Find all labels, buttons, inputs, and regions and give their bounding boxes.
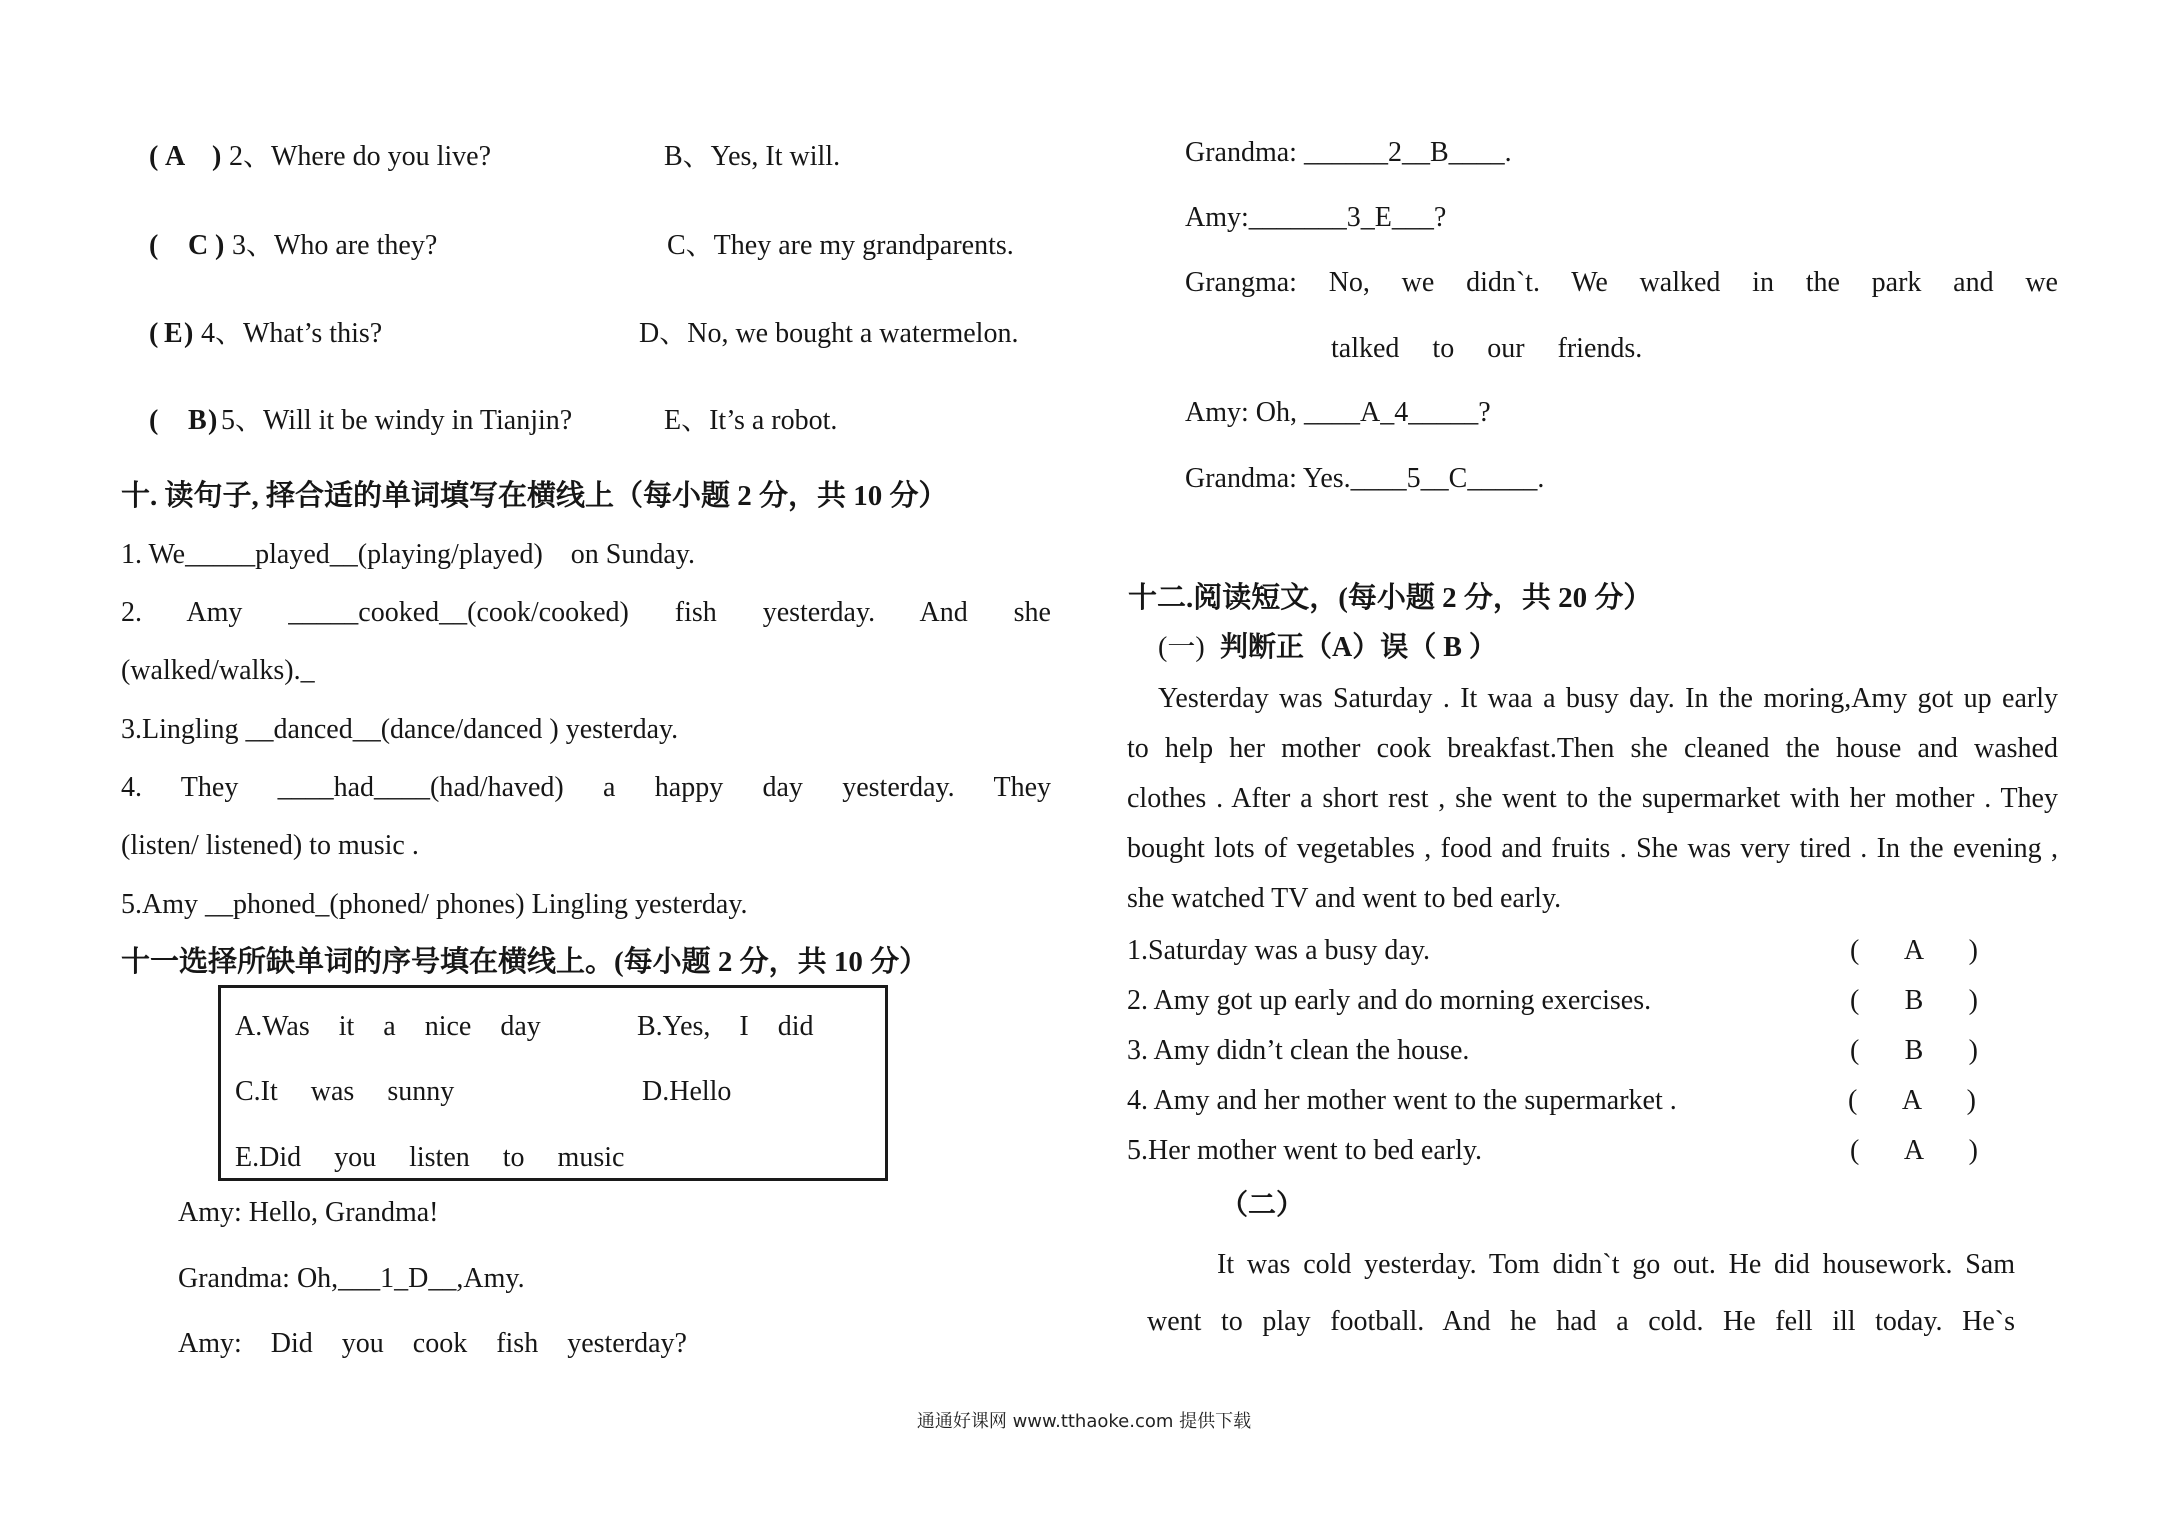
answer-letter: C <box>188 230 209 261</box>
passage-line: It was cold yesterday. Tom didn`t go out. He did housework. Sam <box>1217 1249 2015 1280</box>
matching-row <box>0 137 2168 177</box>
answer-paren-open: ( <box>149 141 159 172</box>
matching-option: C、They are my grandparents. <box>667 230 1014 261</box>
matching-question: 5、Will it be windy in Tianjin? <box>221 405 573 436</box>
matching-question: 4、What’s this? <box>201 318 383 349</box>
dialogue-line: Grangma: No, we didn`t. We walked in the park and we <box>1185 267 2058 298</box>
dialogue-line: Amy: Hello, Grandma! <box>178 1197 439 1228</box>
dialogue-line: Amy:_______3_E___? <box>1185 202 1447 233</box>
judge-question: 2. Amy got up early and do morning exercises. <box>1127 985 1652 1016</box>
matching-question: 2、Where do you live? <box>229 141 492 172</box>
answer-paren-close: ) <box>1966 1085 1976 1116</box>
part-1-instruction: 判断正（A）误（ B ） <box>1220 632 1497 663</box>
matching-option: D、No, we bought a watermelon. <box>639 318 1019 349</box>
answer-letter: A <box>165 141 186 172</box>
matching-option: E、It’s a robot. <box>664 405 838 436</box>
matching-question: 3、Who are they? <box>232 230 438 261</box>
section-10-heading: 十. 读句子, 择合适的单词填写在横线上（每小题 2 分，共 10 分） <box>121 480 948 512</box>
answer-letter: A <box>1901 1085 1923 1116</box>
fill-line: 2. Amy _____cooked__(cook/cooked) fish yesterday. And she <box>121 597 1051 628</box>
answer-letter: E <box>164 318 183 349</box>
answer-paren-close: ) <box>184 318 194 349</box>
answer-paren-close: ) <box>1968 1035 1978 1066</box>
judge-answer <box>1850 1031 1978 1071</box>
answer-paren-open: ( <box>149 405 159 436</box>
dialogue-line: talked to our friends. <box>1331 333 1643 364</box>
passage-line: she watched TV and went to bed early. <box>1127 883 1562 914</box>
answer-paren-open: ( <box>1848 1085 1858 1116</box>
options-box <box>218 985 888 1181</box>
answer-paren-open: ( <box>1850 985 1860 1016</box>
dialogue-line: Grandma: Yes.____5__C_____. <box>1185 463 1545 494</box>
fill-line: 3.Lingling __danced__(dance/danced ) yesterday. <box>121 714 679 745</box>
option-item: C.It was sunny <box>235 1076 455 1107</box>
answer-paren-close: ) <box>1968 1135 1978 1166</box>
passage-line: bought lots of vegetables , food and fruits . She was very tired . In the evening , <box>1127 833 2058 864</box>
answer-paren-open: ( <box>1850 935 1860 966</box>
dialogue-line: Amy: Did you cook fish yesterday? <box>178 1328 687 1359</box>
answer-letter: B <box>1904 1035 1924 1066</box>
answer-paren-close: ) <box>212 141 222 172</box>
part-2-label: （二） <box>1220 1190 1305 1221</box>
judge-question: 1.Saturday was a busy day. <box>1127 935 1431 966</box>
dialogue-line: Grandma: ______2__B____. <box>1185 137 1512 168</box>
answer-letter: B <box>188 405 207 436</box>
option-item: A.Was it a nice day <box>235 1011 541 1042</box>
fill-line: (listen/ listened) to music . <box>121 830 419 861</box>
fill-line: (walked/walks)._ <box>121 655 315 686</box>
matching-row <box>0 226 2168 266</box>
judge-answer <box>1848 1081 1976 1121</box>
fill-line: 4. They ____had____(had/haved) a happy day yesterday. They <box>121 772 1051 803</box>
passage-line: Yesterday was Saturday . It waa a busy day. In the moring,Amy got up early <box>1158 683 2058 714</box>
matching-row <box>0 401 2168 441</box>
dialogue-line: Amy: Oh, ____A_4_____? <box>1185 397 1491 428</box>
option-item: B.Yes, I did <box>637 1011 814 1042</box>
dialogue-line: Grandma: Oh,___1_D__,Amy. <box>178 1263 525 1294</box>
passage-line: clothes . After a short rest , she went to the supermarket with her mother . They <box>1127 783 2058 814</box>
answer-paren-close: ) <box>208 405 218 436</box>
option-item: E.Did you listen to music <box>235 1142 625 1173</box>
judge-question: 5.Her mother went to bed early. <box>1127 1135 1483 1166</box>
answer-letter: A <box>1903 1135 1925 1166</box>
judge-question: 3. Amy didn’t clean the house. <box>1127 1035 1470 1066</box>
judge-answer <box>1850 1131 1978 1171</box>
fill-line: 1. We_____played__(playing/played) on Sunday. <box>121 539 695 570</box>
answer-paren-open: ( <box>149 318 159 349</box>
answer-paren-open: ( <box>149 230 159 261</box>
answer-paren-open: ( <box>1850 1035 1860 1066</box>
answer-paren-open: ( <box>1850 1135 1860 1166</box>
matching-row <box>0 314 2168 354</box>
answer-paren-close: ) <box>1968 935 1978 966</box>
answer-paren-close: ) <box>215 230 225 261</box>
answer-letter: A <box>1903 935 1925 966</box>
matching-option: B、Yes, It will. <box>664 141 841 172</box>
fill-line: 5.Amy __phoned_(phoned/ phones) Lingling yesterday. <box>121 889 748 920</box>
part-1-label: (一) <box>1158 632 1205 663</box>
footer-source: 通通好课网 www.tthaoke.com 提供下载 <box>916 1411 1252 1432</box>
passage-line: to help her mother cook breakfast.Then she cleaned the house and washed <box>1127 733 2058 764</box>
answer-letter: B <box>1904 985 1924 1016</box>
passage-line: went to play football. And he had a cold. He fell ill today. He`s <box>1147 1306 2015 1337</box>
judge-question: 4. Amy and her mother went to the supermarket . <box>1127 1085 1677 1116</box>
answer-paren-close: ) <box>1968 985 1978 1016</box>
judge-answer <box>1850 981 1978 1021</box>
judge-answer <box>1850 931 1978 971</box>
section-11-heading: 十一选择所缺单词的序号填在横线上。(每小题 2 分，共 10 分） <box>121 946 929 978</box>
option-item: D.Hello <box>642 1076 732 1107</box>
section-12-heading: 十二.阅读短文，(每小题 2 分，共 20 分） <box>1128 582 1653 614</box>
